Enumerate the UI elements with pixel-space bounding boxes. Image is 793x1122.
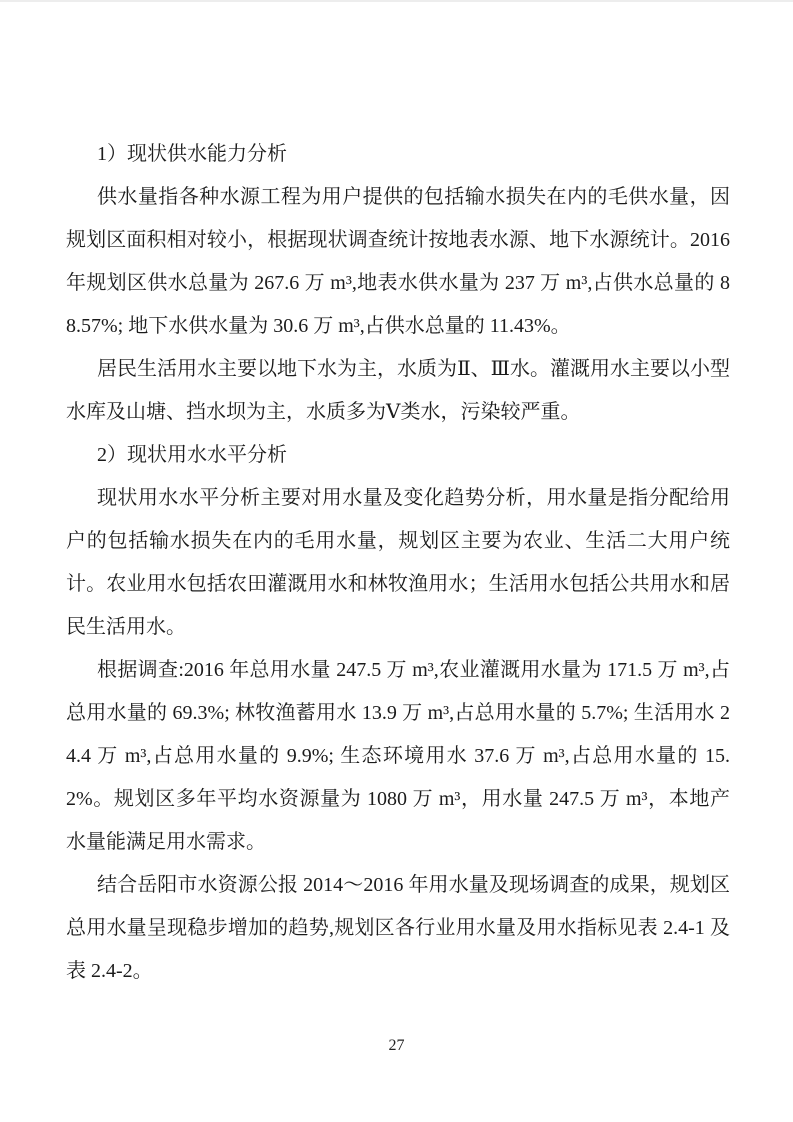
section-heading-water-use-level: 2）现状用水水平分析 [97, 444, 287, 466]
document-body [66, 133, 730, 993]
page-top-edge [0, 0, 793, 2]
paragraph-yueyang-bulletin-conclusion: 结合岳阳市水资源公报 2014～2016 年用水量及现场调查的成果，规划区总用水量呈现稳步增加的趋势,规划区各行业用水量及用水指标见表 2.4-1 及表 2.4-2。 [66, 874, 730, 982]
paragraph-water-use-definition: 现状用水水平分析主要对用水量及变化趋势分析，用水量是指分配给用户的包括输水损失在内的毛用水量，规划区主要为农业、生活二大用户统计。农业用水包括农田灌溉用水和林牧渔用水；生活用水包括公共用水和居民生活用水。 [66, 487, 730, 638]
paragraph-survey-water-use-stats: 根据调查:2016 年总用水量 247.5 万 m³,农业灌溉用水量为 171.5 万 m³,占总用水量的 69.3%; 林牧渔蓄用水 13.9 万 m³,占总用水量的 5.7%; 生活用水 24.4 万 m³,占总用水量的 9.9%; 生态环境用水 37.6 万 m³,占总用水量的 15.2%。规划区多年平均水资源量为 1080 万 m³，用水量 247.5 万 m³，本地产水量能满足用水需求。 [66, 659, 730, 853]
paragraph-supply-volume-stats: 供水量指各种水源工程为用户提供的包括输水损失在内的毛供水量，因规划区面积相对较小，根据现状调查统计按地表水源、地下水源统计。2016 年规划区供水总量为 267.6 万 m³,地表水供水量为 237 万 m³,占供水总量的 88.57%; 地下水供水量为 30.6 万 m³,占供水总量的 11.43%。 [66, 186, 730, 337]
page-number: 27 [388, 1037, 405, 1054]
paragraph-water-quality: 居民生活用水主要以地下水为主，水质为Ⅱ、Ⅲ水。灌溉用水主要以小型水库及山塘、挡水坝为主，水质多为Ⅴ类水，污染较严重。 [66, 358, 730, 423]
section-heading-supply-capacity: 1）现状供水能力分析 [97, 143, 287, 165]
